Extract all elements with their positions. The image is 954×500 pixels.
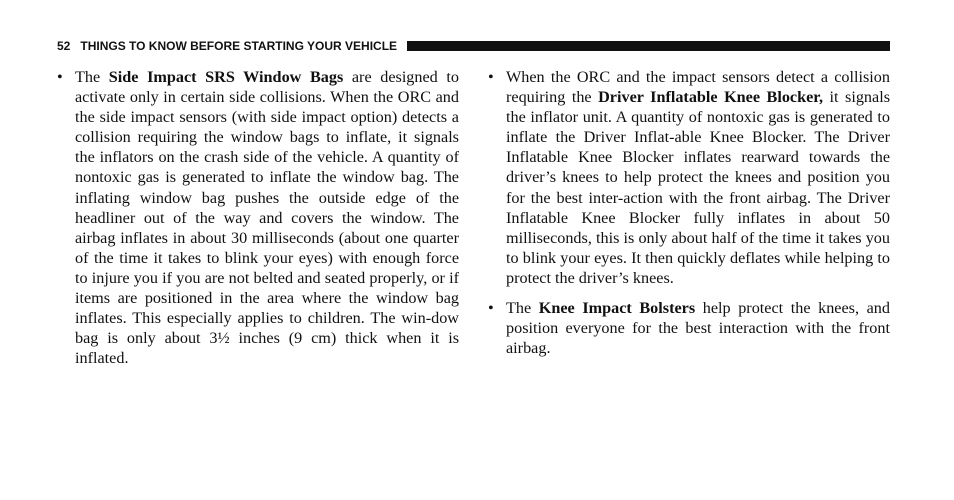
paragraph-bold-term: Driver Inflatable Knee Blocker, <box>598 88 824 107</box>
page-number: 52 <box>57 39 71 53</box>
bullet-icon: • <box>488 68 494 86</box>
bullet-paragraph-knee-bolsters <box>488 298 890 358</box>
paragraph-bold-term: Knee Impact Bolsters <box>538 299 696 318</box>
bullet-paragraph-knee-blocker <box>488 67 890 288</box>
section-title: THINGS TO KNOW BEFORE STARTING YOUR VEHICLE <box>80 39 398 53</box>
bullet-paragraph-window-bags <box>57 67 459 368</box>
paragraph-bold-term: Side Impact SRS Window Bags <box>108 68 344 86</box>
bullet-icon: • <box>488 299 494 318</box>
header-rule <box>407 41 890 51</box>
paragraph-text: help protect the knees, and position everyone for the best interaction with the front airbag. <box>506 299 890 358</box>
paragraph-text: it signals the inflator unit. A quantity of nontoxic gas is generated to inflate the Driver Inflat-able Knee Blocker. The Driver Inflatable Knee Blocker inflates rearward towards the driver’s knees to help protect the knees and position you for the best inter-action with the front airbag. The Driver Inflatable Knee Blocker fully inflates in about 50 milliseconds, this is only about half of the time it takes you to blink your eyes. It then quickly deflates while helping to protect the driver’s knees. <box>506 88 891 287</box>
paragraph-text: are designed to activate only in certain side collisions. When the ORC and the side impact sensors (with side impact option) detects a collision requiring the window bags to inflate, it signals the inflators on the crash side of the vehicle. A quantity of nontoxic gas is generated to inflate the window bag. The inflating window bag pushes the outside edge of the headliner out of the way and covers the window. The airbag inflates in about 30 milliseconds (about one quarter of the time it takes to blink your eyes) with enough force to injure you if you are not belted and seated properly, or if items are positioned in the area where the window bag inflates. This especially applies to children. The win-dow bag is only about 3½ inches (9 cm) thick when it is inflated. <box>75 68 459 368</box>
bullet-icon: • <box>57 68 63 86</box>
paragraph-intro: The <box>506 299 539 318</box>
left-column <box>57 67 459 378</box>
right-column <box>488 67 890 368</box>
paragraph-intro: When the ORC and the impact sensors detect a collision requiring the <box>506 68 890 107</box>
paragraph-intro: The <box>75 68 109 86</box>
page-header <box>57 38 890 54</box>
